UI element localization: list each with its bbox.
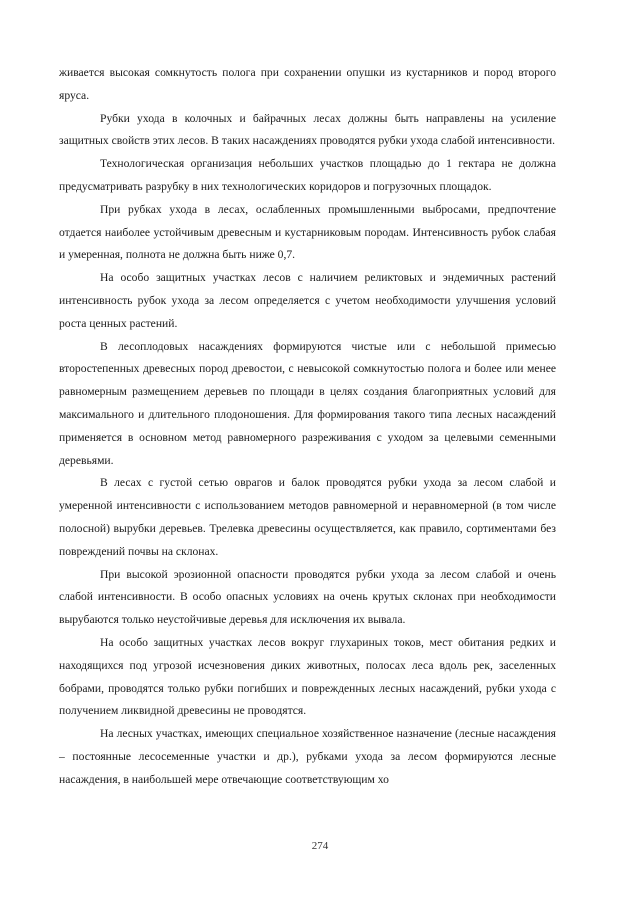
- paragraph-relict-species: На особо защитных участках лесов с наличием реликтовых и эндемичных растений интенсивность рубок ухода за лесом определяется с учетом необходимости улучшения условий роста ценных растений.: [59, 271, 556, 330]
- paragraph-ravines: В лесах с густой сетью оврагов и балок проводятся рубки ухода за лесом слабой и умеренной интенсивности с использованием методов равномерной и неравномерной (в том числе полосной) вырубки деревьев. Трелевка древесины осуществляется, как правило, сортиментами без повреждений почвы на склонах.: [59, 476, 556, 558]
- paragraph-fruit-stands: В лесоплодовых насаждениях формируются чистые или с небольшой примесью второстепенных древесных пород древостои, с невысокой сомкнутостью полога и более или менее равномерным размещением деревьев по площади в целях создания благоприятных условий для максимального и длительного плодоношения. Для формирования такого типа лесных насаждений применяется в основном метод равномерного разреживания с уходом за целевыми семенными деревьями.: [59, 339, 556, 467]
- paragraph-continuation: живается высокая сомкнутость полога при сохранении опушки из кустарников и пород второго яруса.: [59, 66, 556, 102]
- paragraph-erosion: При высокой эрозионной опасности проводятся рубки ухода за лесом слабой и очень слабой интенсивности. В особо опасных условиях на очень крутых склонах при необходимости вырубаются только неустойчивые деревья для исключения их вывала.: [59, 567, 556, 627]
- paragraph-special-purpose: На лесных участках, имеющих специальное хозяйственное назначение (лесные насаждения – постоянные лесосеменные участки и др.), рубками ухода за лесом формируются лесные насаждения, в наибольшей мере отвечающие соответствующим хо: [59, 727, 556, 786]
- document-page: [59, 62, 556, 792]
- paragraph-industrial-emissions: При рубках ухода в лесах, ослабленных промышленными выбросами, предпочтение отдается наиболее устойчивым древесным и кустарниковым породам. Интенсивность рубок слабая и умеренная, полнота не должна быть ниже 0,7.: [59, 202, 556, 262]
- paragraph-small-plots: Технологическая организация небольших участков площадью до 1 гектара не должна предусматривать разрубку в них технологических коридоров и погрузочных площадок.: [59, 157, 556, 193]
- paragraph-kolochnye-lesa: Рубки ухода в колочных и байрачных лесах должны быть направлены на усиление защитных свойств этих лесов. В таких насаждениях проводятся рубки ухода слабой интенсивности.: [59, 111, 556, 148]
- paragraph-protected-habitats: На особо защитных участках лесов вокруг глухариных токов, мест обитания редких и находящихся под угрозой исчезновения диких животных, полосах леса вдоль рек, заселенных бобрами, проводятся только рубки погибших и поврежденных лесных насаждений, рубки ухода с получением ликвидной древесины не проводятся.: [59, 635, 556, 718]
- page-number: 274: [311, 840, 329, 852]
